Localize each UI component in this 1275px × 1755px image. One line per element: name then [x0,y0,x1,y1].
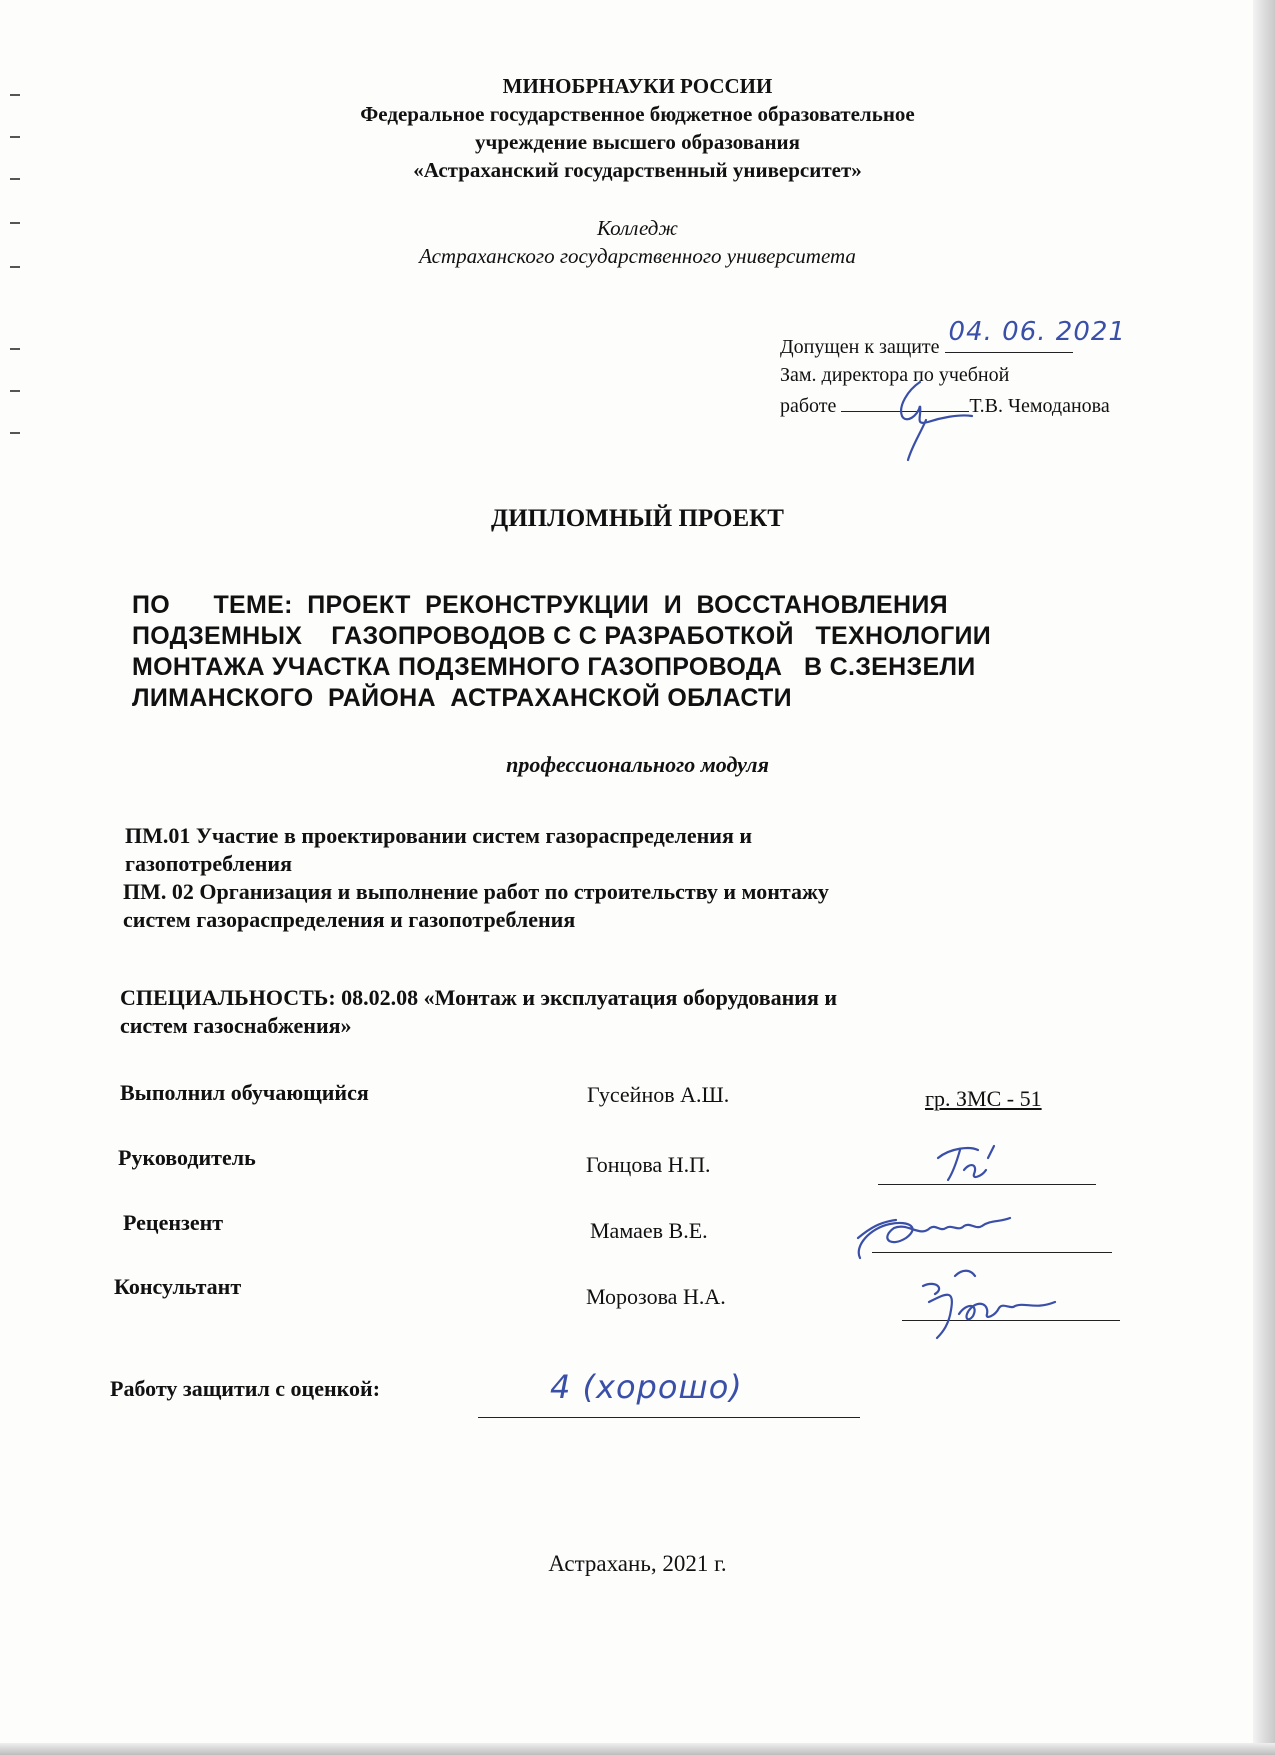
student-role: Выполнил обучающийся [120,1080,369,1105]
reviewer-name: Мамаев В.Е. [590,1218,708,1243]
pm01-line-1: ПМ.01 Участие в проектировании систем газораспределения и [125,823,753,848]
position-line-2-prefix: работе [780,395,837,417]
topic-line: ЛИМАНСКОГО РАЙОНА АСТРАХАНСКОЙ ОБЛАСТИ [132,684,792,712]
college-line-1: Колледж [597,216,678,240]
pm02-block [123,878,1123,934]
consultant-role: Консультант [114,1274,242,1299]
topic-line: МОНТАЖА УЧАСТКА ПОДЗЕМНОГО ГАЗОПРОВОДА В С.ЗЕНЗЕЛИ [132,653,976,681]
pm01-line-2: газопотребления [125,851,292,876]
consultant-signature [915,1258,1095,1348]
admitted-date-field [945,317,1126,353]
document-title: ДИПЛОМНЫЙ ПРОЕКТ [491,505,784,532]
supervisor-role: Руководитель [118,1145,256,1170]
university-name: «Астраханский государственный университет» [413,158,862,182]
grade-line [478,1417,860,1418]
pm02-line-2: систем газораспределения и газопотребления [123,907,576,932]
consultant-name: Морозова Н.А. [586,1284,726,1309]
student-group: гр. ЗМС - 51 [925,1086,1042,1111]
admitted-line [780,317,1200,361]
grade-handwritten: 4 (хорошо) [550,1368,743,1406]
topic-line: ПО ТЕМЕ: ПРОЕКТ РЕКОНСТРУКЦИИ И ВОССТАНОВЛЕНИЯ [132,591,948,619]
binder-mark [10,348,20,350]
pm01-block [125,822,1125,878]
binder-mark [10,390,20,392]
city-year: Астрахань, 2021 г. [548,1551,727,1576]
defense-line [110,1376,380,1402]
position-line-1: Зам. директора по учебной [780,364,1010,386]
defense-label: Работу защитил с оценкой: [110,1376,381,1401]
ministry-heading: МИНОБРНАУКИ РОССИИ [502,74,773,98]
binder-mark [10,432,20,434]
supervisor-name: Гонцова Н.П. [586,1152,711,1177]
specialty-block [120,984,1120,1040]
institution-line-2: учреждение высшего образования [474,130,801,154]
student-name: Гусейнов А.Ш. [587,1082,730,1107]
project-topic [132,590,1162,714]
admitted-date-handwritten: 04. 06. 2021 [948,317,1126,347]
specialty-line-1: СПЕЦИАЛЬНОСТЬ: 08.02.08 «Монтаж и эксплуатация оборудования и [120,985,838,1010]
scan-edge-bottom [0,1743,1275,1755]
position-line-2 [780,389,1200,420]
college-line-2: Астраханского государственного университета [419,244,856,268]
reviewer-role: Рецензент [123,1210,224,1235]
approver-signature [868,376,978,466]
admitted-label: Допущен к защите [780,336,940,358]
topic-line: ПОДЗЕМНЫХ ГАЗОПРОВОДОВ С С РАЗРАБОТКОЙ ТЕХНОЛОГИИ [132,622,992,650]
institution-line-1: Федеральное государственное бюджетное образовательное [360,102,915,126]
approval-block [780,317,1200,420]
approver-name: Т.В. Чемоданова [969,395,1110,417]
pm02-line-1: ПМ. 02 Организация и выполнение работ по строительству и монтажу [123,879,829,904]
module-caption: профессионального модуля [506,752,769,777]
specialty-line-2: систем газоснабжения» [120,1013,352,1038]
supervisor-signature [930,1140,1020,1190]
